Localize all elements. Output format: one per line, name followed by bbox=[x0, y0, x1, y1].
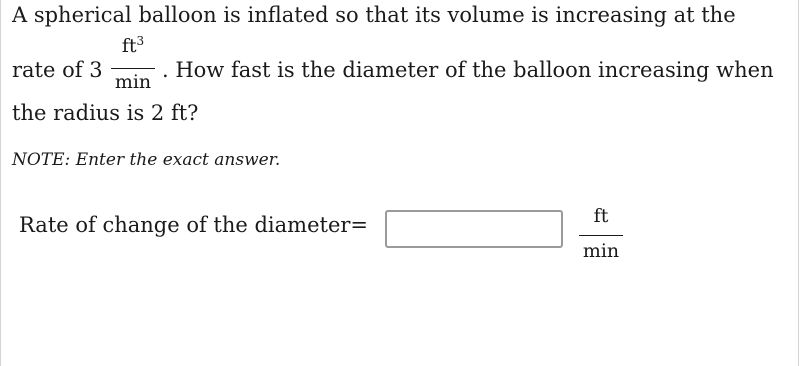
note-text: NOTE: Enter the exact answer. bbox=[12, 150, 281, 170]
problem-line-2-prefix: rate of 3 bbox=[12, 58, 103, 82]
rate-unit-exponent: 3 bbox=[136, 34, 145, 48]
fraction-bar bbox=[111, 68, 155, 69]
answer-unit-numerator: ft bbox=[593, 205, 609, 227]
rate-unit-denominator: min bbox=[114, 71, 152, 93]
problem-line-2 bbox=[12, 34, 792, 96]
rate-unit-numerator bbox=[109, 35, 157, 57]
answer-label: Rate of change of the diameter= bbox=[19, 213, 369, 237]
problem-line-2-suffix: . How fast is the diameter of the balloon increasing when bbox=[162, 58, 774, 82]
answer-row bbox=[19, 205, 719, 265]
rate-unit-numerator-text: ft bbox=[121, 35, 137, 57]
problem-line-1: A spherical balloon is inflated so that its volume is increasing at the bbox=[12, 3, 736, 27]
problem-line-3: the radius is 2 ft? bbox=[12, 101, 199, 125]
answer-input[interactable] bbox=[385, 210, 563, 248]
answer-unit-denominator: min bbox=[582, 240, 620, 262]
fraction-bar bbox=[579, 235, 623, 236]
